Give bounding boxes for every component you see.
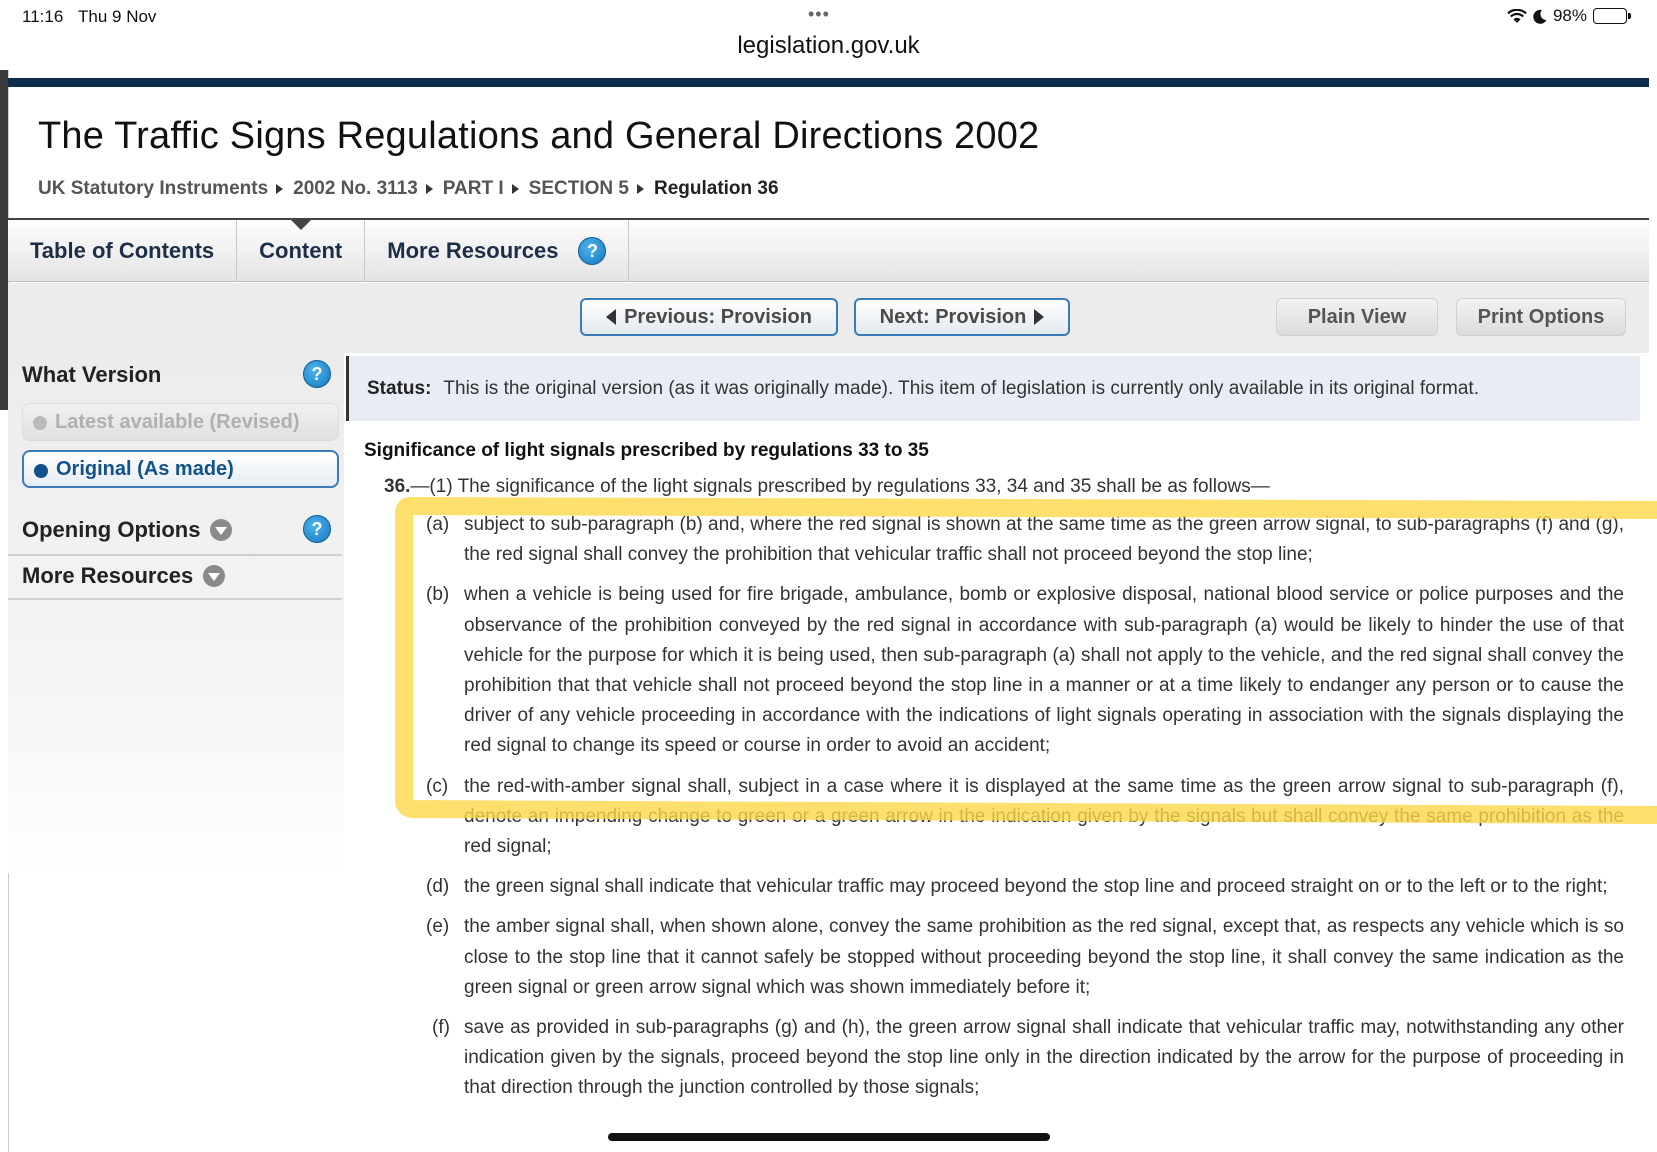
sidebar-divider — [8, 554, 342, 556]
what-version-heading: What Version — [22, 362, 162, 387]
tab-label: More Resources — [387, 238, 559, 263]
tab-more-resources[interactable] — [365, 220, 629, 282]
opening-options-toggle[interactable] — [22, 517, 232, 543]
breadcrumb-arrow-icon — [637, 184, 644, 194]
breadcrumb-item-current: Regulation 36 — [653, 178, 779, 199]
sub-paragraph-text: the amber signal shall, when shown alone, convey the same prohibition as the red signal, except that, as respects any vehicle which is so close to the stop line that it cannot safely be stopped without proceeding beyond the stop line, it shall convey the same indication as the green signal or green arrow signal which was shown immediately before it; — [464, 916, 1624, 998]
left-edge-bar — [0, 70, 8, 410]
next-provision-button[interactable] — [854, 298, 1070, 336]
tab-bar — [8, 218, 1649, 282]
breadcrumb-item-section[interactable]: SECTION 5 — [528, 178, 629, 199]
breadcrumb-item-part[interactable]: PART I — [442, 178, 504, 199]
do-not-disturb-moon-icon — [1533, 9, 1547, 24]
print-options-button[interactable]: Print Options — [1456, 298, 1626, 336]
regulation-number: 36. — [384, 476, 411, 497]
tab-label: Table of Contents — [30, 238, 215, 263]
sub-paragraph-text: save as provided in sub-paragraphs (g) and (h), the green arrow signal shall indicate that vehicular traffic may, notwithstanding any other indication given by the signals, proceed beyond the stop line only in the direction indicated by the arrow for the purpose of proceeding in that direction through the junction controlled by those signals; — [464, 1017, 1624, 1099]
sub-paragraph-label: (e) — [426, 916, 450, 938]
more-resources-toggle[interactable] — [22, 563, 225, 589]
radio-selected-icon — [34, 464, 48, 478]
clock-time: 11:16 — [22, 7, 64, 26]
version-latest-label: Latest available (Revised) — [55, 410, 300, 433]
sub-paragraph-c — [364, 772, 1624, 863]
battery-percent: 98% — [1552, 6, 1587, 25]
tab-table-of-contents[interactable] — [8, 220, 237, 282]
plain-view-button[interactable]: Plain View — [1276, 298, 1438, 336]
legislation-content — [364, 440, 1624, 1114]
radio-icon — [33, 416, 47, 430]
breadcrumb-arrow-icon — [512, 184, 519, 194]
previous-provision-button[interactable] — [580, 298, 838, 336]
ios-status-bar — [0, 0, 1657, 34]
status-label: Status: — [367, 377, 432, 399]
sub-paragraph-label: (a) — [426, 514, 450, 535]
sub-paragraph-e — [364, 912, 1624, 1003]
arrow-left-icon — [606, 309, 616, 325]
version-original-option[interactable] — [22, 450, 339, 488]
clock-date: Thu 9 Nov — [78, 7, 157, 26]
help-icon[interactable]: ? — [578, 237, 606, 265]
sub-paragraph-label: (c) — [426, 775, 449, 797]
wifi-icon — [1507, 9, 1527, 24]
next-provision-label: Next: Provision — [879, 305, 1027, 328]
breadcrumb — [38, 178, 779, 200]
version-latest-option — [22, 403, 339, 441]
breadcrumb-item-number[interactable]: 2002 No. 3113 — [293, 178, 418, 199]
opening-options-label: Opening Options — [22, 517, 201, 542]
sidebar-divider — [8, 598, 342, 600]
sub-paragraph-b — [364, 580, 1624, 761]
home-indicator[interactable] — [608, 1133, 1050, 1141]
sub-paragraph-label: (f) — [432, 1017, 450, 1039]
status-notice — [346, 356, 1640, 421]
provision-heading: Significance of light signals prescribed by regulations 33 to 35 — [364, 440, 929, 461]
sub-paragraph-f — [364, 1013, 1624, 1104]
sub-paragraph-label: (d) — [426, 876, 450, 898]
breadcrumb-item-instruments[interactable]: UK Statutory Instruments — [38, 178, 269, 199]
chevron-down-icon — [210, 519, 232, 541]
provision-intro — [384, 472, 1624, 502]
help-icon[interactable]: ? — [303, 360, 331, 388]
sub-paragraph-d — [364, 872, 1624, 902]
tab-label: Content — [259, 238, 343, 263]
multitask-dots-icon[interactable]: ••• — [808, 4, 830, 24]
previous-provision-label: Previous: Provision — [624, 305, 812, 328]
status-text: This is the original version (as it was originally made). This item of legislation is currently only available in its original format. — [443, 377, 1479, 399]
version-original-label: Original (As made) — [56, 457, 234, 480]
sub-paragraph-text: when a vehicle is being used for fire brigade, ambulance, bomb or explosive disposal, national blood service or police purposes and the observance of the prohibition conveyed by the red signal in accordance with sub-paragraph (a) would be likely to hinder the use of that vehicle for the purpose for which it is being used, then sub-paragraph (a) shall not apply to the vehicle, and the red signal shall convey the prohibition that that vehicle shall not proceed beyond the stop line in a manner or at a time likely to endanger any person or to cause the driver of any vehicle proceeding in accordance with the indications of light signals operating in association with the signals displaying the red signal to change its speed or course in order to avoid an accident; — [464, 584, 1624, 757]
sub-paragraph-label: (b) — [426, 584, 450, 606]
intro-text: —(1) The significance of the light signals prescribed by regulations 33, 34 and 35 shall be as follows— — [410, 476, 1270, 497]
tab-content[interactable] — [237, 220, 365, 282]
status-indicators — [1507, 6, 1627, 26]
url-bar[interactable]: legislation.gov.uk — [737, 32, 920, 59]
breadcrumb-arrow-icon — [276, 184, 283, 194]
breadcrumb-arrow-icon — [426, 184, 433, 194]
sub-paragraph-text: subject to sub-paragraph (b) and, where the red signal is shown at the same time as the green arrow signal, to sub-paragraphs (f) and (g), the red signal shall convey the prohibition that vehicular traffic shall not proceed beyond the stop line; — [464, 514, 1624, 566]
sub-paragraph-a — [364, 510, 1624, 570]
more-resources-label: More Resources — [22, 563, 194, 588]
sub-paragraph-text: the green signal shall indicate that vehicular traffic may proceed beyond the stop line and proceed straight on or to the left or to the right; — [464, 876, 1608, 898]
chevron-down-icon — [203, 565, 225, 587]
help-icon[interactable]: ? — [303, 515, 331, 543]
sub-paragraph-text: the red-with-amber signal shall, subject in a case where it is displayed at the same time as the green arrow signal to sub-paragraph (f), denote an impending change to green or a green arrow in the indication given by the signals but shall convey the same prohibition as the red signal; — [464, 775, 1624, 858]
battery-icon — [1593, 8, 1627, 24]
page-title: The Traffic Signs Regulations and General Directions 2002 — [38, 115, 1040, 157]
header-strip — [8, 78, 1649, 87]
arrow-right-icon — [1034, 309, 1044, 325]
